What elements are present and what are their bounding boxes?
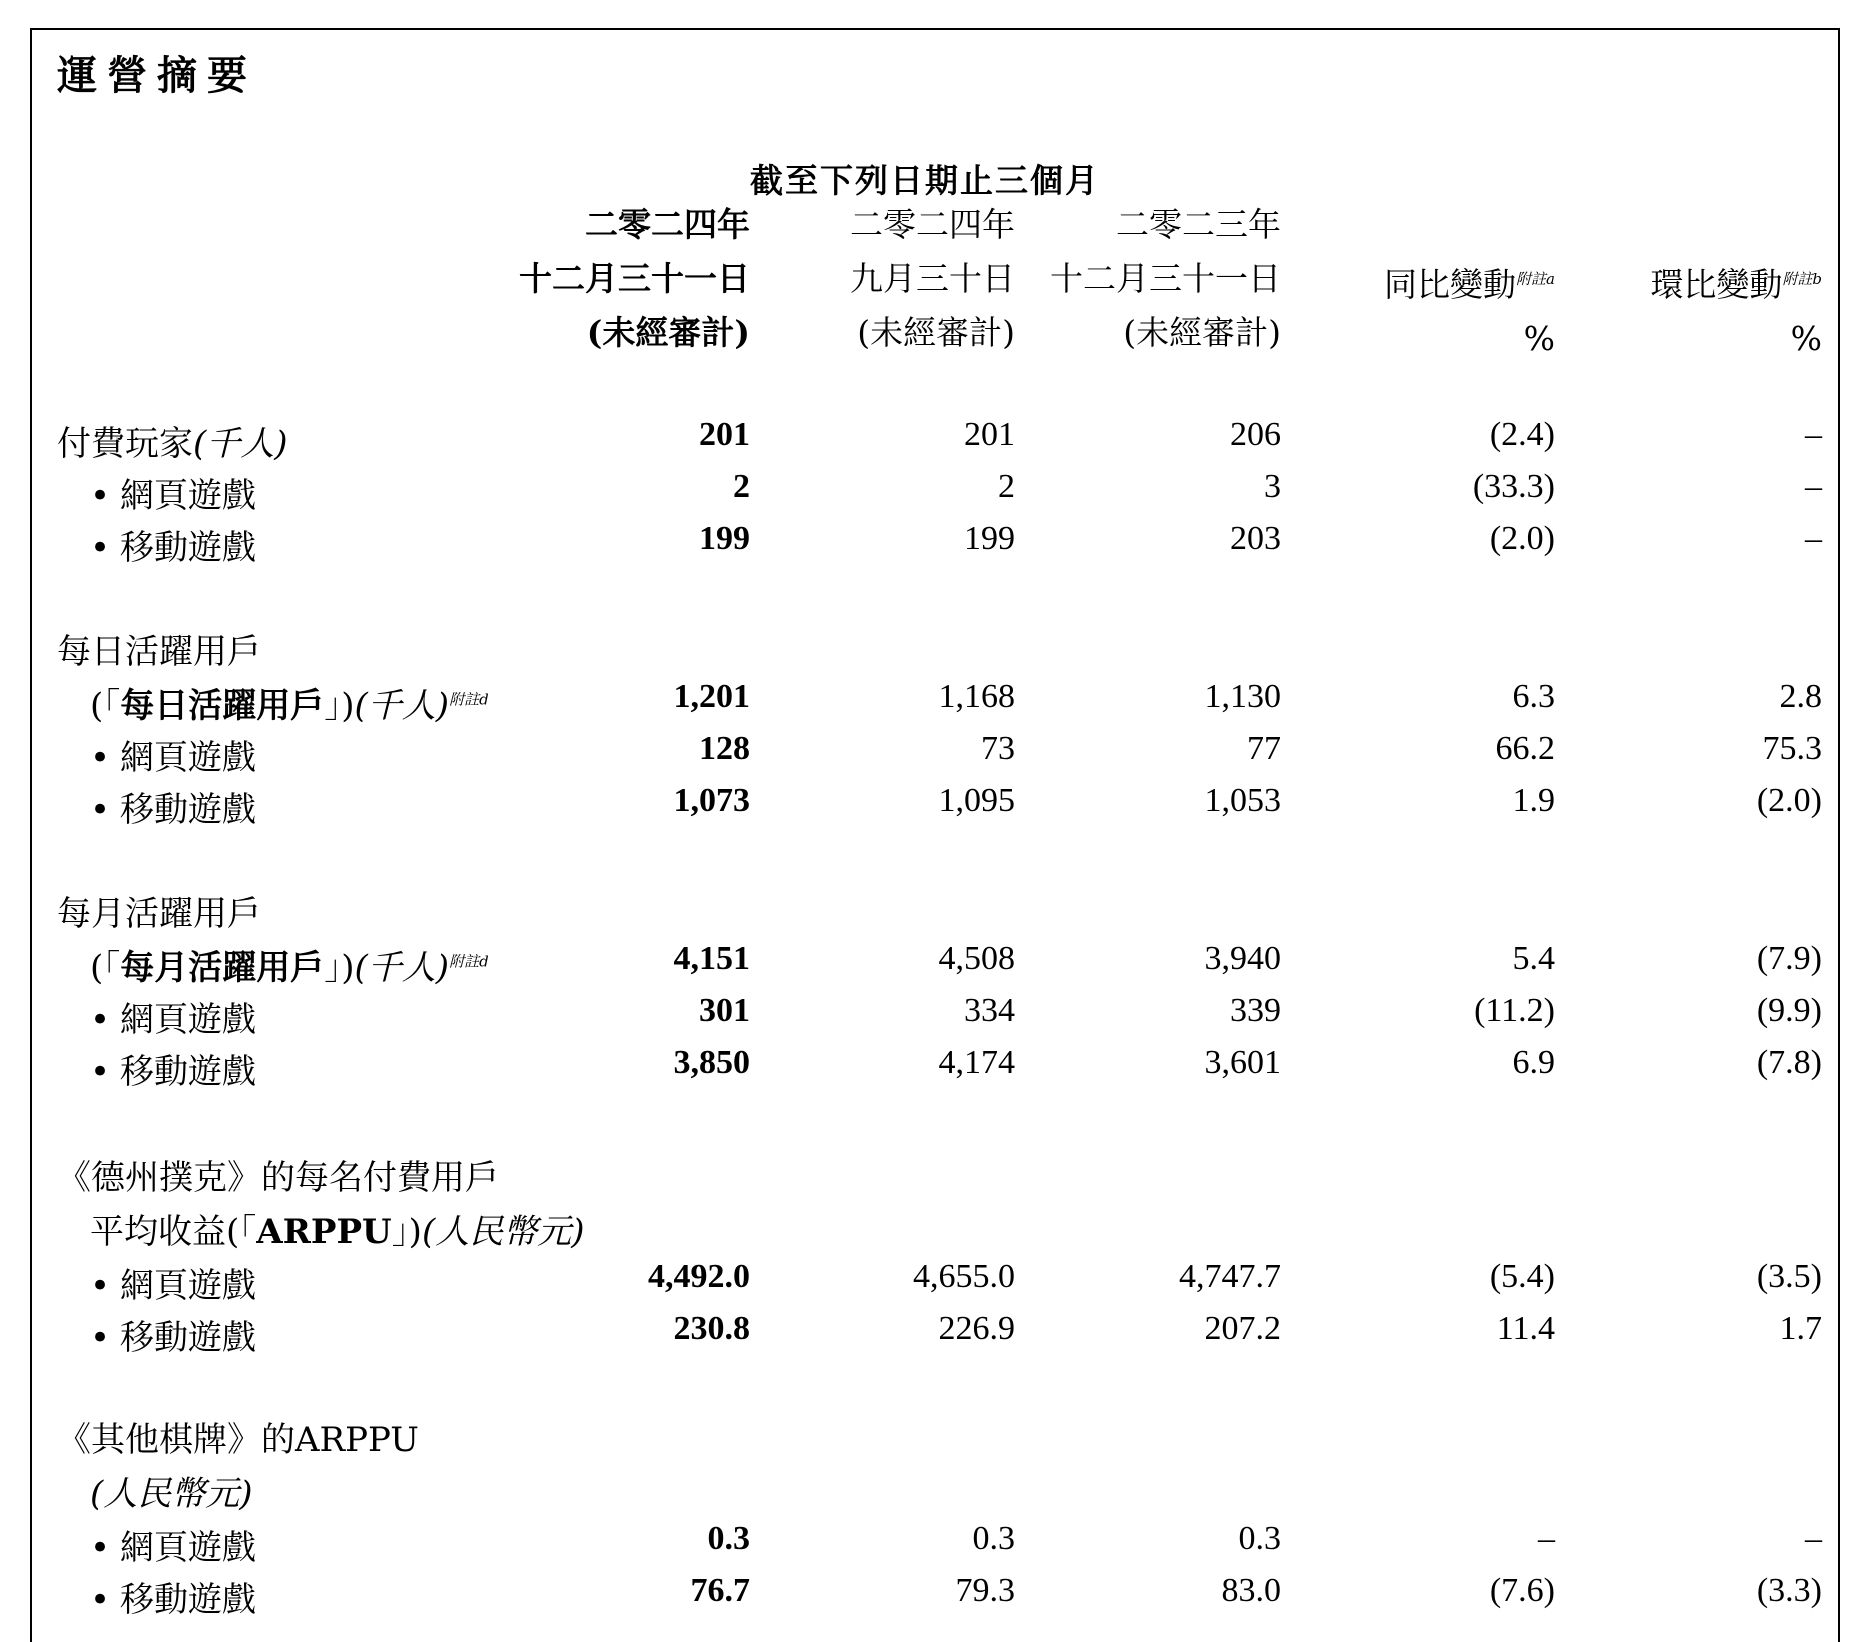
value-cell: 77 — [1247, 730, 1281, 767]
bullet-icon: • — [90, 1318, 111, 1358]
table-row — [0, 1310, 1862, 1360]
section-heading — [0, 886, 1862, 936]
column-header-year: 二零二四年 — [850, 205, 1015, 244]
column-header-dec-2024 — [519, 198, 750, 360]
value-cell: (7.6) — [1489, 1572, 1555, 1609]
value-cell: 230.8 — [673, 1310, 750, 1347]
value-cell: 301 — [699, 992, 750, 1029]
footnote-ref: 附註b — [1782, 270, 1822, 288]
row-label: • 網頁遊戲 — [90, 1528, 256, 1568]
row-label: 每日活躍用戶 — [57, 632, 261, 672]
row-label: • 移動遊戲 — [90, 1580, 256, 1620]
row-label: • 移動遊戲 — [90, 1318, 256, 1358]
bullet-icon: • — [90, 528, 111, 568]
column-header-date: 十二月三十一日 — [1050, 259, 1281, 298]
section-heading — [0, 1150, 1862, 1200]
value-cell: 76.7 — [690, 1572, 750, 1609]
value-cell: 4,655.0 — [913, 1258, 1015, 1295]
value-cell: 0.3 — [972, 1520, 1015, 1557]
value-cell: 199 — [964, 520, 1015, 557]
row-label: • 移動遊戲 — [90, 528, 256, 568]
value-cell: 3,850 — [673, 1044, 750, 1081]
value-cell: (9.9) — [1756, 992, 1822, 1029]
column-header-sep-2024 — [850, 198, 1015, 360]
value-cell: 66.2 — [1495, 730, 1555, 767]
value-cell: 4,508 — [938, 940, 1015, 977]
value-cell: 1,201 — [673, 678, 750, 715]
value-cell: 226.9 — [938, 1310, 1015, 1347]
value-cell: 2 — [733, 468, 750, 505]
bullet-icon: • — [90, 1266, 111, 1306]
bullet-icon: • — [90, 1000, 111, 1040]
table-row — [0, 468, 1862, 518]
value-cell: 5.4 — [1512, 940, 1555, 977]
bullet-icon: • — [90, 738, 111, 778]
column-header-audit: (未經審計) — [586, 313, 750, 352]
value-cell: 6.3 — [1512, 678, 1555, 715]
value-cell: (5.4) — [1489, 1258, 1555, 1295]
table-row — [0, 782, 1862, 832]
value-cell: 203 — [1230, 520, 1281, 557]
footnote-ref: 附註a — [1516, 270, 1555, 288]
table-row — [0, 1044, 1862, 1094]
value-cell: 1,053 — [1204, 782, 1281, 819]
section-heading — [0, 1412, 1862, 1462]
value-cell: – — [1538, 1520, 1555, 1557]
value-cell: 11.4 — [1496, 1310, 1555, 1347]
row-label: 《其他棋牌》的ARPPU — [57, 1420, 419, 1460]
section-heading — [0, 1204, 1862, 1254]
column-header-date: 十二月三十一日 — [519, 259, 750, 298]
row-label: • 移動遊戲 — [90, 1052, 256, 1092]
value-cell: (2.4) — [1489, 416, 1555, 453]
value-cell: 1.7 — [1779, 1310, 1822, 1347]
table-row — [0, 730, 1862, 780]
value-cell: 73 — [981, 730, 1015, 767]
column-header-audit: (未經審計) — [857, 313, 1015, 352]
value-cell: 83.0 — [1221, 1572, 1281, 1609]
table-row — [0, 1520, 1862, 1570]
value-cell: – — [1805, 520, 1822, 557]
value-cell: 128 — [699, 730, 750, 767]
section-heading — [0, 624, 1862, 674]
bullet-icon: • — [90, 1580, 111, 1620]
column-header-audit: (未經審計) — [1123, 313, 1281, 352]
value-cell: 3 — [1264, 468, 1281, 505]
value-cell: 1,095 — [938, 782, 1015, 819]
row-label: • 網頁遊戲 — [90, 1266, 256, 1306]
row-label: • 網頁遊戲 — [90, 476, 256, 516]
value-cell: (33.3) — [1472, 468, 1555, 505]
value-cell: (11.2) — [1474, 992, 1555, 1029]
value-cell: 2 — [998, 468, 1015, 505]
value-cell: 75.3 — [1762, 730, 1822, 767]
value-cell: 4,151 — [673, 940, 750, 977]
value-cell: 206 — [1230, 416, 1281, 453]
value-cell: 6.9 — [1512, 1044, 1555, 1081]
bullet-icon: • — [90, 1528, 111, 1568]
value-cell: 1,073 — [673, 782, 750, 819]
value-cell: 0.3 — [1238, 1520, 1281, 1557]
section-heading — [0, 1466, 1862, 1516]
column-header-label: 環比變動 — [1650, 265, 1783, 304]
row-label: • 網頁遊戲 — [90, 738, 256, 778]
table-row — [0, 992, 1862, 1042]
row-label: • 移動遊戲 — [90, 790, 256, 830]
value-cell: (7.8) — [1756, 1044, 1822, 1081]
value-cell: 4,747.7 — [1179, 1258, 1281, 1295]
value-cell: 339 — [1230, 992, 1281, 1029]
value-cell: (3.3) — [1756, 1572, 1822, 1609]
bullet-icon: • — [90, 1052, 111, 1092]
value-cell: – — [1805, 416, 1822, 453]
footnote-ref: 附註d — [449, 952, 489, 971]
column-header-date: 九月三十日 — [850, 259, 1015, 298]
column-header-qoq — [1650, 252, 1822, 366]
value-cell: 4,492.0 — [648, 1258, 750, 1295]
value-cell: 4,174 — [938, 1044, 1015, 1081]
table-row — [0, 1258, 1862, 1308]
column-header-unit: % — [1523, 319, 1555, 358]
column-header-year: 二零二三年 — [1116, 205, 1281, 244]
row-label: 每月活躍用戶 — [57, 894, 261, 934]
value-cell: (2.0) — [1489, 520, 1555, 557]
table-row — [0, 678, 1862, 728]
value-cell: (7.9) — [1756, 940, 1822, 977]
row-label: • 網頁遊戲 — [90, 1000, 256, 1040]
bullet-icon: • — [90, 790, 111, 830]
bullet-icon: • — [90, 476, 111, 516]
row-label: 付費玩家(千人) — [57, 424, 288, 464]
value-cell: 3,940 — [1204, 940, 1281, 977]
value-cell: 1.9 — [1512, 782, 1555, 819]
table-row — [0, 520, 1862, 570]
period-header: 截至下列日期止三個月 — [750, 161, 1100, 200]
column-header-label: 同比變動 — [1384, 265, 1517, 304]
value-cell: – — [1805, 1520, 1822, 1557]
value-cell: 1,130 — [1204, 678, 1281, 715]
footnote-ref: 附註d — [449, 690, 489, 709]
value-cell: 1,168 — [938, 678, 1015, 715]
row-label: (「每日活躍用戶」)(千人)$^{附註d}$ — [90, 686, 489, 726]
value-cell: (3.5) — [1756, 1258, 1822, 1295]
row-label: (人民幣元) — [90, 1474, 253, 1514]
value-cell: 201 — [699, 416, 750, 453]
table-row — [0, 940, 1862, 990]
value-cell: – — [1805, 468, 1822, 505]
column-header-year: 二零二四年 — [585, 205, 750, 244]
row-label: 《德州撲克》的每名付費用戶 — [57, 1158, 499, 1198]
value-cell: 199 — [699, 520, 750, 557]
column-header-dec-2023 — [1050, 198, 1281, 360]
value-cell: 201 — [964, 416, 1015, 453]
value-cell: 334 — [964, 992, 1015, 1029]
row-label: (「每月活躍用戶」)(千人)$^{附註d}$ — [90, 948, 489, 988]
value-cell: (2.0) — [1756, 782, 1822, 819]
page-title: 運營摘要 — [57, 53, 257, 99]
value-cell: 2.8 — [1779, 678, 1822, 715]
column-header-unit: % — [1790, 319, 1822, 358]
table-row — [0, 1572, 1862, 1622]
row-label: 平均收益(「ARPPU」)(人民幣元) — [90, 1212, 585, 1252]
value-cell: 79.3 — [955, 1572, 1015, 1609]
value-cell: 3,601 — [1204, 1044, 1281, 1081]
value-cell: 0.3 — [707, 1520, 750, 1557]
table-row — [0, 416, 1862, 466]
column-header-yoy — [1384, 252, 1555, 366]
value-cell: 207.2 — [1204, 1310, 1281, 1347]
